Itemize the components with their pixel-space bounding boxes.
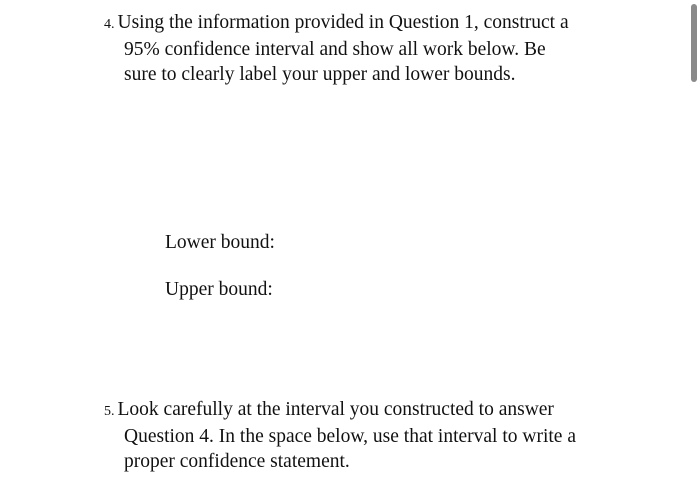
question-4-text-line-3: sure to clearly label your upper and lower bounds. bbox=[124, 64, 516, 85]
question-5-text-line-2: Question 4. In the space below, use that interval to write a bbox=[124, 426, 576, 447]
question-5-line-1 bbox=[104, 397, 634, 424]
question-4 bbox=[104, 10, 624, 87]
vertical-scrollbar[interactable] bbox=[688, 0, 700, 499]
question-4-line-1 bbox=[104, 10, 624, 37]
upper-bound-label: Upper bound: bbox=[165, 279, 273, 300]
question-5-text-line-1: Look carefully at the interval you constructed to answer bbox=[117, 399, 554, 420]
question-4-number: 4. bbox=[104, 17, 115, 32]
question-5-text-line-3: proper confidence statement. bbox=[124, 451, 350, 472]
lower-bound-label: Lower bound: bbox=[165, 232, 275, 253]
scrollbar-thumb[interactable] bbox=[691, 4, 697, 82]
question-5-number: 5. bbox=[104, 404, 115, 419]
question-4-text-line-2: 95% confidence interval and show all work below. Be bbox=[124, 39, 546, 60]
question-4-text-line-1: Using the information provided in Question 1, construct a bbox=[117, 12, 569, 33]
question-5 bbox=[104, 397, 634, 474]
